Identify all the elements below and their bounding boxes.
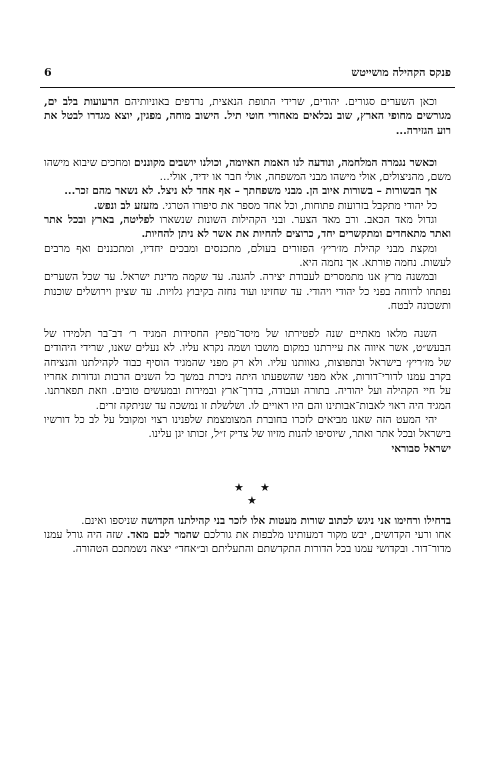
paragraph-text: ומחכים שיבוא מישהו משם, מהניצולים, אולי מישהו מבני המשפחה, אולי חבר או ידיד, אולי... xyxy=(44,156,451,184)
paragraph-community-members xyxy=(44,242,451,271)
paragraph-text: וכאן השערים סגורים. יהודים, שרידי התופת הנאצית, נרדפים באוניותיהם xyxy=(124,96,437,108)
paragraph-bold-text: בדחילו ורחימו אני ניגש לכתוב שורות מעטות אלו לזכר בני קהילתנו הקדושה xyxy=(141,514,451,527)
author-signature: ישראל סבוראי xyxy=(391,442,451,455)
paragraph-text: כל יהודי מתקבל בזרועות פתוחות, וכל אחד מספר את סיפורו הטרגי. xyxy=(161,199,437,212)
spacer xyxy=(44,138,451,156)
paragraph-text: שזה היה גורל עמנו מדור־דור. ובקדושי עמנו בכל הדורות התקדשתם והתעליתם וב״אחד״ יצאה נשמתכם הטהורה. xyxy=(44,529,451,556)
paragraph-bold-text: אך הבשורות – בשורות איוב הן. מבני משפחתך – אף אחד לא ניצל. לא נשאר מהם זכר... xyxy=(64,185,437,198)
paragraph-text: ובמשנה מרץ אנו מתמסרים לעבודת יצירה. להגנה. עד שקמה מדינת ישראל. עד שכל השערים נפתחו לרווחה בפני כל יהודי ויהודי. עד שחזינו ועוד נחזה בקיבוץ גלויות. עד שציון וירושלים שוכנות ותשכונה לבטח. xyxy=(44,271,451,312)
paragraph-text: השנה מלאו מאתיים שנה לפטירתו של מיסד־מפיץ החסידות המגיד ר׳ דב־בר תלמידו של הבעש״ט, אשר איווה את עיירתנו כמקום מושבו ושמה נקרא עליו. לא נעלים שאנו, שרידי היהודים של מז׳ריץ׳ בישראל ובתפוצות, גאוותנו עליו. ולא רק מפני שהמגיד הוסיף כבוד לקהילתנו והנציחה בקרב עמנו לדורי־דורות, אלא מפני שהשפעתו היתה ניכרת במשך כל השנים הרבות וגדורות אחריו על חיי הקהילה ועל יהודיה. בתורה ועבודה, בדרך־ארץ ובמידות ובמעשים טובים. וזאת תפארתנו. המגיד היה ראוי לאבות־אבותינו והם היו ראויים לו. ושלשלת זו נמשכה עד שניתקה זרים. xyxy=(44,328,451,412)
paragraph-holy-brethren xyxy=(44,528,451,557)
running-title: פנקס הקהילה מושייטש xyxy=(351,66,451,79)
paragraph-bold-text: מזעזע לב ונפש. xyxy=(93,199,159,212)
paragraph-state-of-israel xyxy=(44,270,451,313)
spacer xyxy=(44,456,451,474)
paragraph-closed-gates xyxy=(44,95,451,138)
paragraph-bold-text: וכאשר נגמרה המלחמה, ונודעה לנו האמת האיומה, וכולנו יושבים מקוננים xyxy=(134,156,438,169)
paragraph-memorial-intro xyxy=(44,514,451,528)
paragraph-maggid xyxy=(44,327,451,413)
paragraph-text: ומקצת מבני קהילת מז׳ריץ׳ הפזורים בעולם, מתכנסים ומבכים יחדיו, ומתכננים ואף מרבים לעשות. נחמה פורתא. אך נחמה היא. xyxy=(44,242,451,269)
header-rule xyxy=(40,87,455,88)
paragraph-text: יהי המעט הזה שאנו מביאים לזכרו בחוברת המצומצמת שלפנינו רצוי ומקובל על לב כל דורשיו בישראל ובכל אתר ואתר, שיוסיפו להנות מזיוו של צדיק ז״ל, זכותו יגן עלינו. xyxy=(44,413,451,441)
page-content xyxy=(44,95,451,557)
paragraph-each-jew xyxy=(44,199,451,213)
star-icon: ★ xyxy=(247,493,257,507)
paragraph-bold-text: לפליטה, בארץ ובכל אתר ואתר מתאחדים ומתקשרים יחד, כרוצים להחיות את אשר לא ניתן להחיות. xyxy=(44,214,451,241)
star-icon: ★ xyxy=(260,480,270,494)
section-divider-stars xyxy=(44,474,451,514)
spacer xyxy=(44,313,451,327)
paragraph-text: אחו ורעי הקדושים, יבש מקור דמעותינו מלבפות את גורלכם xyxy=(203,529,451,542)
paragraph-tidings xyxy=(44,184,451,198)
paragraph-dedication xyxy=(44,413,451,442)
paragraph-war-ended xyxy=(44,156,451,185)
page-number: 6 xyxy=(44,66,52,79)
paragraph-text: שניספו ואינם. xyxy=(81,514,138,527)
paragraph-bold-text: שהמר לכם מאד. xyxy=(126,529,200,542)
paragraph-text: וגדול מאד הכאב. ורב מאד הצער. ובני הקהילות השונות שנשארו xyxy=(159,214,437,227)
star-icon: ★ xyxy=(234,480,244,494)
paragraph-great-pain xyxy=(44,213,451,242)
paragraph-bold-text: הרעועות בלב ים, מגורשים מחופי הארץ, שוב נכלאים מאחורי חוטי תיל. הישוב מוחה, מפגין, יוצא מגדרו לבטל את רוע הגזירה... xyxy=(44,96,451,137)
